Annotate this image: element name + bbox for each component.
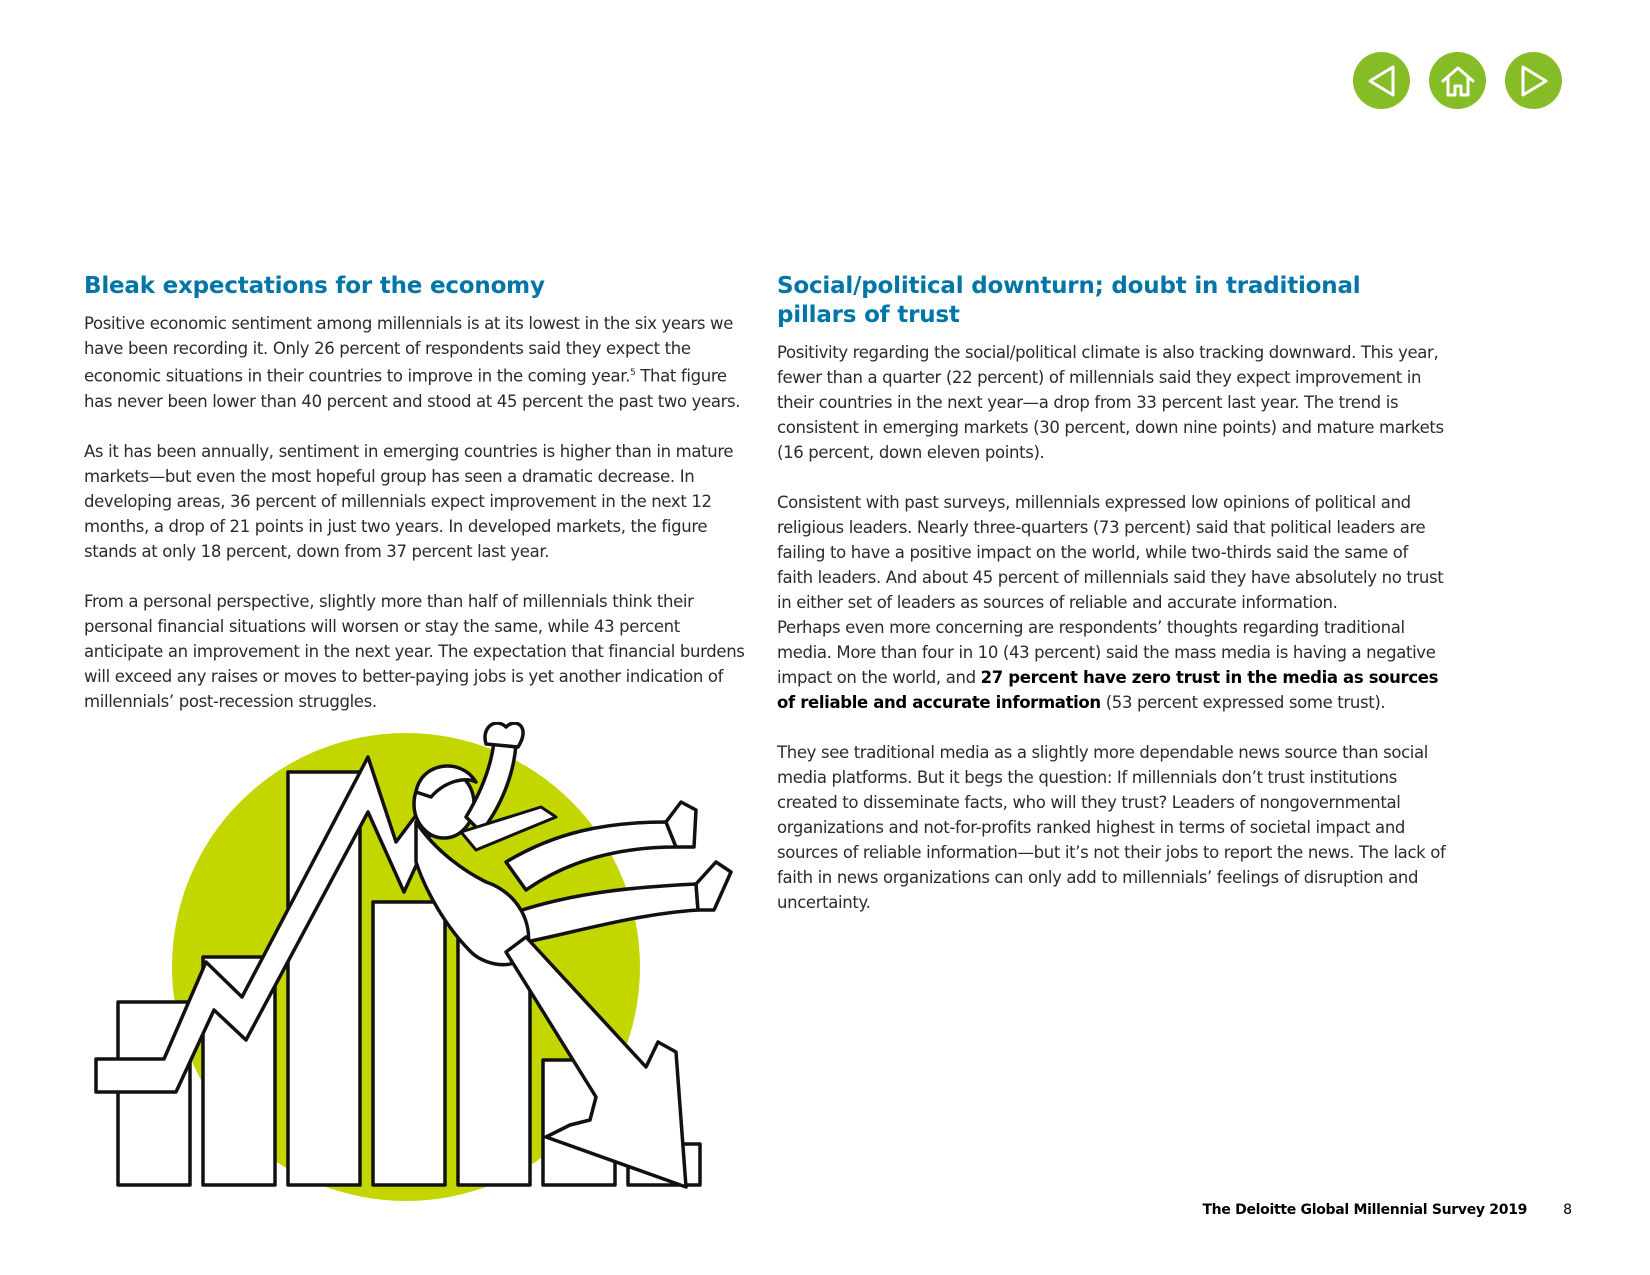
economy-paragraph-3: From a personal perspective, slightly more than half of millennials think their personal financial situations will worsen or stay the same, while 43 percent anticipate an improvement in the next year. The expectation that financial burdens will exceed any raises or moves to better-paying jobs is yet another indication of millennials’ post-recession struggles. bbox=[84, 591, 745, 711]
economy-paragraph-2: As it has been annually, sentiment in emerging countries is higher than in mature markets—but even the most hopeful group has seen a dramatic decrease. In developing areas, 36 percent of millennials expect improvement in the next 12 months, a drop of 21 points in just two years. In developed markets, the figure stands at only 18 percent, down from 37 percent last year. bbox=[84, 441, 734, 561]
left-column bbox=[84, 272, 752, 714]
businessman-shoe-lower bbox=[696, 862, 731, 910]
media-paragraph-text: Perhaps even more concerning are respondents’ thoughts regarding traditional media. More than four in 10 (43 percent) said the mass media is having a negative impact on the world, and bbox=[777, 618, 1436, 687]
social-political-paragraph-2: Consistent with past surveys, millennials expressed low opinions of political and religious leaders. Nearly three-quarters (73 percent) said that political leaders are failing to have a positive impact on the world, while two-thirds said the same of faith leaders. And about 45 percent of millennials said they have absolutely no trust in either set of leaders as sources of reliable and accurate information. bbox=[777, 493, 1444, 612]
bar-4 bbox=[373, 902, 445, 1185]
economy-paragraph-1-text: Positive economic sentiment among millennials is at its lowest in the six years we have been recording it. Only 26 percent of respondents said they expect the economic situations in their countries to improve in the coming year. bbox=[84, 314, 734, 386]
economy-paragraph-1 bbox=[84, 311, 752, 414]
falling-businessman-bar-chart-illustration bbox=[86, 722, 746, 1212]
page-navigation bbox=[1353, 52, 1562, 109]
media-paragraph-text-cont: (53 percent expressed some trust). bbox=[1100, 693, 1386, 712]
social-political-paragraph-1: Positivity regarding the social/political climate is also tracking downward. This year, fewer than a quarter (22 percent) of millennials said they expect improvement in their countries in the next year—a drop from 33 percent last year. The trend is consistent in emerging markets (30 percent, down nine points) and mature markets (16 percent, down eleven points). bbox=[777, 343, 1444, 462]
page-footer bbox=[1202, 1202, 1572, 1218]
home-button[interactable] bbox=[1429, 52, 1486, 109]
right-column bbox=[777, 272, 1447, 915]
social-political-heading: Social/political downturn; doubt in traditional pillars of trust bbox=[777, 273, 1361, 328]
economy-paragraph-1-text-cont: That figure has never been lower than 40 percent and stood at 45 percent the past two years. bbox=[84, 366, 741, 411]
social-political-paragraph-4: They see traditional media as a slightly more dependable news source than social media platforms. But it begs the question: If millennials don’t trust institutions created to disseminate facts, who will they trust? Leaders of nongovernmental organizations and not-for-profits ranked highest in terms of societal impact and sources of reliable information—but it’s not their jobs to report the news. The lack of faith in news organizations can only add to millennials’ feelings of disruption and uncertainty. bbox=[777, 743, 1446, 912]
publication-title: The Deloitte Global Millennial Survey 2019 bbox=[1202, 1202, 1528, 1218]
economy-heading: Bleak expectations for the economy bbox=[84, 273, 545, 299]
businessman-hand bbox=[485, 723, 523, 747]
social-political-paragraph-3 bbox=[777, 615, 1447, 715]
page-number: 8 bbox=[1563, 1202, 1572, 1218]
home-icon bbox=[1440, 64, 1476, 98]
triangle-left-icon bbox=[1366, 64, 1398, 98]
footnote-5[interactable]: 5 bbox=[630, 368, 636, 378]
next-page-button[interactable] bbox=[1505, 52, 1562, 109]
triangle-right-icon bbox=[1518, 64, 1550, 98]
previous-page-button[interactable] bbox=[1353, 52, 1410, 109]
media-trust-highlight: 27 percent have zero trust in the media as sources of reliable and accurate information bbox=[777, 668, 1439, 712]
